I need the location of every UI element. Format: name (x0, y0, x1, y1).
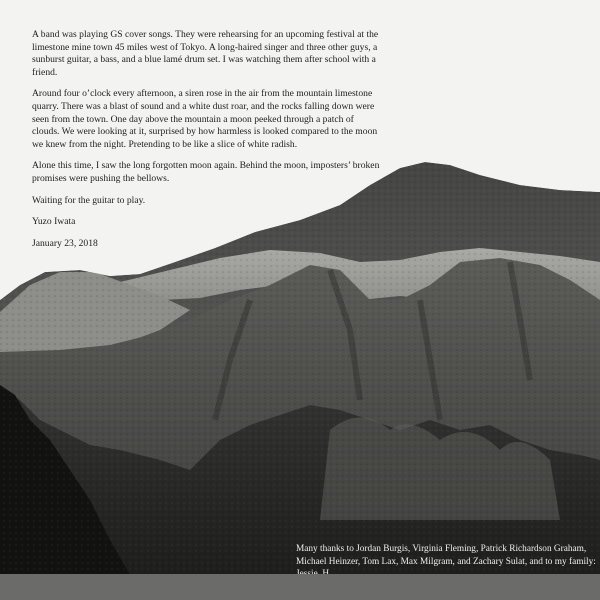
author-name: Yuzo Iwata (32, 216, 76, 228)
story-paragraph-3: Alone this time, I saw the long forgotten moon again. Behind the moon, imposters’ broken promises were pushing the bellows. (32, 160, 380, 184)
story-text (32, 29, 382, 259)
story-date: January 23, 2018 (32, 237, 98, 249)
acknowledgements: Many thanks to Jordan Burgis, Virginia Fleming, Patrick Richardson Graham, Michael Heinzer, Tom Lax, Max Milgram, and Zachary Sulat, and to my family: (296, 544, 596, 567)
story-paragraph-2: Around four o’clock every afternoon, a siren rose in the air from the mountain limestone quarry. There was a blast of sound and a white dust roar, and the rocks falling down were seen from the town. One day above the mountain a moon peeked through a patch of clouds. We were looking at it, surprised by how harmless is looked compared to the moon we knew from the night. Pretending to be like a slice of white radish. (32, 88, 378, 150)
bottom-band (0, 574, 600, 600)
story-paragraph-4: Waiting for the guitar to play. (32, 194, 146, 206)
story-paragraph-1: A band was playing GS cover songs. They were rehearsing for an upcoming festival at the limestone mine town 45 miles west of Tokyo. A long-haired singer and three other guys, a sunburst guitar, a bass, and a blue lamé drum set. I was watching them after school with a friend. (32, 29, 379, 78)
